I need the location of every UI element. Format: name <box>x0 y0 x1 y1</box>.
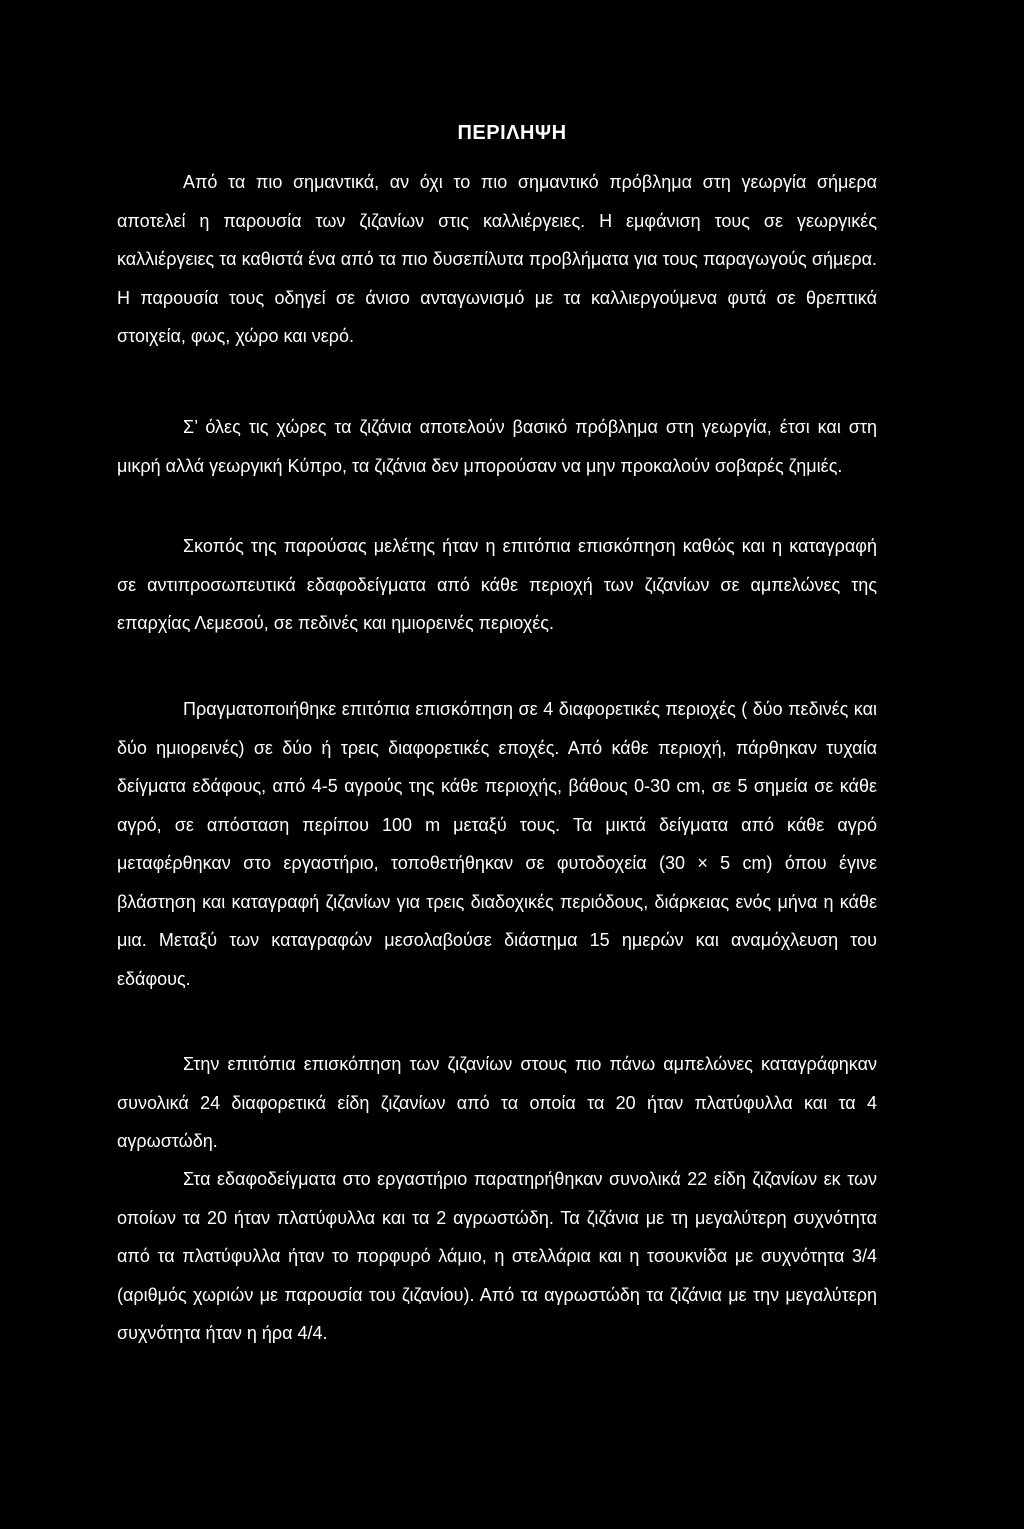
paragraph-intro: Από τα πιο σημαντικά, αν όχι το πιο σημαντικό πρόβλημα στη γεωργία σήμερα αποτελεί η παρουσία των ζιζανίων στις καλλιέργειες. Η εμφάνιση τους σε γεωργικές καλλιέργειες τα καθιστά ένα από τα πιο δυσεπίλυτα προβλήματα για τους παραγωγούς σήμερα. Η παρουσία τους οδηγεί σε άνισο ανταγωνισμό με τα καλλιεργούμενα φυτά σε θρεπτικά στοιχεία, φως, χώρο και νερό. <box>117 172 877 346</box>
paragraph-lab-results: Στα εδαφοδείγματα στο εργαστήριο παρατηρήθηκαν συνολικά 22 είδη ζιζανίων εκ των οποίων τα 20 ήταν πλατύφυλλα και τα 2 αγρωστώδη. Τα ζιζάνια με τη μεγαλύτερη συχνότητα από τα πλατύφυλλα ήταν το πορφυρό λάμιο, η στελλάρια και η τσουκνίδα με συχνότητα 3/4 (αριθμός χωριών με παρουσία του ζιζανίου). Από τα αγρωστώδη τα ζιζάνια με την μεγαλύτερη συχνότητα ήταν η ήρα 4/4. <box>117 1169 877 1343</box>
paragraph-methods: Πραγματοποιήθηκε επιτόπια επισκόπηση σε 4 διαφορετικές περιοχές ( δύο πεδινές και δύο ημιορεινές) σε δύο ή τρεις διαφορετικές εποχές. Από κάθε περιοχή, πάρθηκαν τυχαία δείγματα εδάφους, από 4-5 αγρούς της κάθε περιοχής, βάθους 0-30 cm, σε 5 σημεία σε κάθε αγρό, σε απόσταση περίπου 100 m μεταξύ τους. Τα μικτά δείγματα από κάθε αγρό μεταφέρθηκαν στο εργαστήριο, τοποθετήθηκαν σε φυτοδοχεία (30 × 5 cm) όπου έγινε βλάστηση και καταγραφή ζιζανίων για τρεις διαδοχικές περιόδους, διάρκειας ενός μήνα η κάθε μια. Μεταξύ των καταγραφών μεσολαβούσε διάστημα 15 ημερών και αναμόχλευση του εδάφους. <box>117 699 877 989</box>
paragraph-cyprus: Σ’ όλες τις χώρες τα ζιζάνια αποτελούν βασικό πρόβλημα στη γεωργία, έτσι και στη μικρή αλλά γεωργική Κύπρο, τα ζιζάνια δεν μπορούσαν να μην προκαλούν σοβαρές ζημιές. <box>117 417 877 476</box>
paragraph-objective: Σκοπός της παρούσας μελέτης ήταν η επιτόπια επισκόπηση καθώς και η καταγραφή σε αντιπροσωπευτικά εδαφοδείγματα από κάθε περιοχή των ζιζανίων σε αμπελώνες της επαρχίας Λεμεσού, σε πεδινές και ημιορεινές περιοχές. <box>117 536 877 633</box>
paragraph-field-results: Στην επιτόπια επισκόπηση των ζιζανίων στους πιο πάνω αμπελώνες καταγράφηκαν συνολικά 24 διαφορετικά είδη ζιζανίων από τα οποία τα 20 ήταν πλατύφυλλα και τα 4 αγρωστώδη. <box>117 1054 877 1151</box>
abstract-title: ΠΕΡΙΛΗΨΗ <box>457 122 567 144</box>
